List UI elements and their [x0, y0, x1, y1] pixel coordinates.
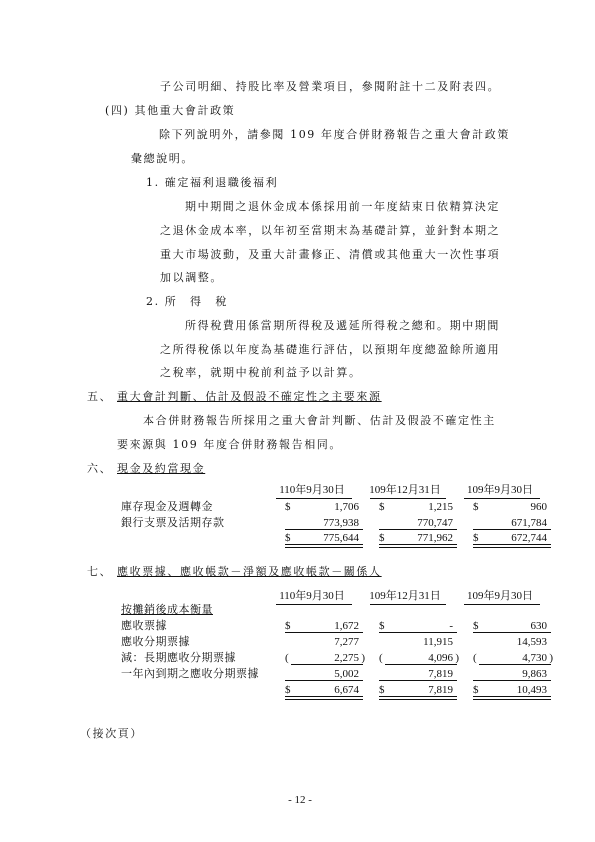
table-cell: 773,938	[285, 516, 369, 530]
table-cell: $ 630	[473, 619, 557, 633]
section-number: 五、	[87, 390, 113, 403]
row-label: 減：長期應收分期票據	[121, 651, 236, 664]
column-header: 109年9月30日	[467, 590, 533, 602]
table-cell: $ 1,706	[285, 501, 359, 513]
section-heading: (四) 其他重大會計政策	[105, 104, 236, 117]
table-cell: $ 1,215	[379, 501, 453, 513]
subsection-title: 2. 所 得 稅	[146, 295, 228, 308]
column-header: 110年9月30日	[279, 590, 345, 602]
column-header: 109年9月30日	[467, 484, 533, 496]
table-total: $ 6,674	[285, 683, 369, 697]
section-heading: 應收票據、應收帳款－淨額及應收帳款－關係人	[117, 565, 382, 578]
paragraph-line: 之退休金成本率，以年初至當期末為基礎計算，並針對本期之	[160, 224, 501, 237]
table-cell: 770,747	[379, 516, 463, 530]
paragraph-line: 期中期間之退休金成本係採用前一年度結束日依精算決定	[185, 200, 500, 213]
table-total: $ 7,819	[379, 683, 463, 697]
paragraph-line: 之所得稅係以年度為基礎進行評估，以預期年度總盈餘所適用	[160, 343, 501, 356]
table-total: $ 771,962	[379, 531, 463, 545]
table-cell: 7,819	[379, 667, 463, 681]
column-header: 110年9月30日	[279, 484, 345, 496]
row-label: 銀行支票及活期存款	[121, 516, 225, 529]
table-subheading: 按攤銷後成本衡量	[121, 603, 213, 616]
row-label: 應收票據	[121, 619, 167, 632]
column-header: 109年12月31日	[369, 590, 441, 602]
section-number: 六、	[87, 462, 113, 475]
table-cell: 671,784	[473, 516, 557, 530]
paragraph-line: 加以調整。	[160, 271, 223, 284]
table-cell: ( 4,730 )	[473, 652, 553, 664]
table-cell: $ -	[379, 619, 463, 633]
table-cell: ( 4,096 )	[379, 652, 459, 664]
paragraph-line: 之稅率，就期中稅前利益予以計算。	[160, 366, 362, 379]
table-cell: 14,593	[516, 636, 547, 648]
table-total: $ 10,493	[473, 683, 557, 697]
table-cell: 7,277	[334, 636, 359, 648]
continue-note: （接次頁）	[80, 727, 143, 740]
table-cell: 9,863	[473, 667, 557, 681]
table-cell: $ 960	[473, 501, 547, 513]
table-total: $ 672,744	[473, 531, 557, 545]
subsection-title: 1. 確定福利退職後福利	[146, 176, 279, 189]
table-cell: $ 1,672	[285, 619, 369, 633]
row-label: 一年內到期之應收分期票據	[121, 667, 259, 680]
page-number: - 12 -	[288, 794, 312, 806]
row-label: 應收分期票據	[121, 635, 190, 648]
section-number: 七、	[87, 565, 113, 578]
table-cell: ( 2,275 )	[285, 652, 365, 664]
section-heading: 現金及約當現金	[117, 462, 206, 475]
table-cell: 5,002	[285, 667, 369, 681]
table-total: $ 775,644	[285, 531, 369, 545]
paragraph-line: 彙總說明。	[131, 152, 194, 165]
column-header: 109年12月31日	[369, 484, 441, 496]
paragraph-line: 本合併財務報告所採用之重大會計判斷、估計及假設不確定性主	[143, 414, 496, 427]
paragraph-line: 要來源與 109 年度合併財務報告相同。	[117, 438, 342, 451]
section-heading: 重大會計判斷、估計及假設不確定性之主要來源	[117, 390, 382, 403]
paragraph-line: 除下列說明外，請參閱 109 年度合併財務報告之重大會計政策	[159, 128, 510, 141]
text-line: 子公司明細、持股比率及營業項目，參閱附註十二及附表四。	[160, 80, 501, 93]
paragraph-line: 所得稅費用係當期所得稅及遞延所得稅之總和。期中期間	[185, 319, 500, 332]
row-label: 庫存現金及週轉金	[121, 500, 213, 513]
table-cell: 11,915	[423, 636, 453, 648]
paragraph-line: 重大市場波動，及重大計畫修正、清償或其他重大一次性事項	[160, 248, 501, 261]
